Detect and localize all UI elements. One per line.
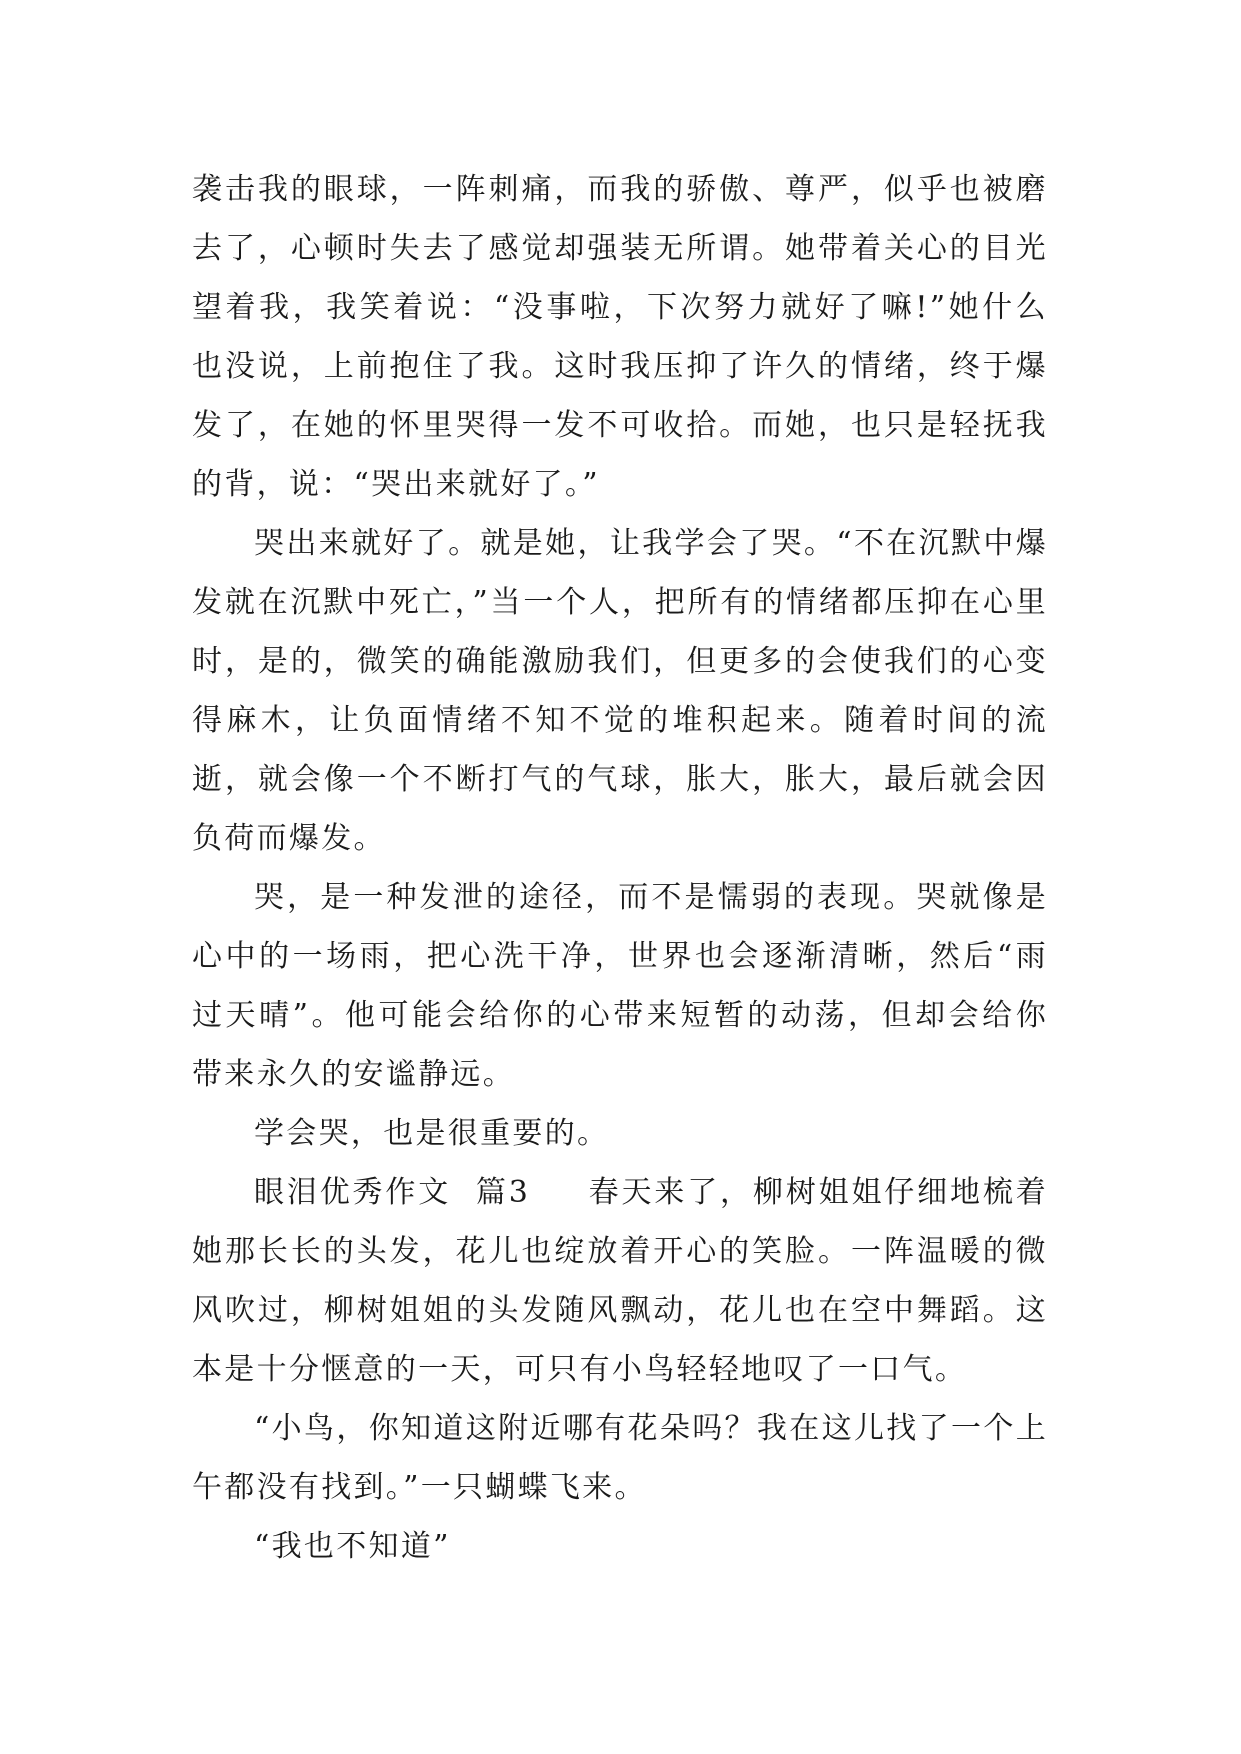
- dialogue-2: “我也不知道”: [254, 1529, 451, 1564]
- paragraph-1: 袭击我的眼球，一阵刺痛，而我的骄傲、尊严，似乎也被磨去了，心顿时失去了感觉却强装无所谓。她带着关心的目光望着我，我笑着说：“没事啦，下次努力就好了嘛!”她什么也没说，上前抱住了我。这时我压抑了许久的情绪，终于爆发了，在她的怀里哭得一发不可收拾。而她，也只是轻抚我的背，说：“哭出来就好了。”: [192, 172, 1048, 502]
- section-heading: 眼泪优秀作文 篇3: [254, 1175, 531, 1210]
- paragraph-3: 哭，是一种发泄的途径，而不是懦弱的表现。哭就像是心中的一场雨，把心洗干净，世界也会逐渐清晰，然后“雨过天晴”。他可能会给你的心带来短暂的动荡，但却会给你带来永久的安谧静远。: [192, 880, 1048, 1092]
- section-paragraph: [192, 1163, 1048, 1399]
- dialogue-1: “小鸟，你知道这附近哪有花朵吗？我在这儿找了一个上午都没有找到。”一只蝴蝶飞来。: [192, 1411, 1048, 1505]
- paragraph-4: 学会哭，也是很重要的。: [254, 1116, 610, 1151]
- paragraph-2: 哭出来就好了。就是她，让我学会了哭。“不在沉默中爆发就在沉默中死亡，”当一个人，把所有的情绪都压抑在心里时，是的，微笑的确能激励我们，但更多的会使我们的心变得麻木，让负面情绪不知不觉的堆积起来。随着时间的流逝，就会像一个不断打气的气球，胀大，胀大，最后就会因负荷而爆发。: [192, 526, 1048, 856]
- section-first-text: 春天来了，柳树姐姐仔细地梳着她那长长的头发，花儿也绽放着开心的笑脸。一阵温暖的微风吹过，柳树姐姐的头发随风飘动，花儿也在空中舞蹈。这本是十分惬意的一天，可只有小鸟轻轻地叹了一口气。: [192, 1175, 1048, 1387]
- essay-body: [192, 160, 1048, 1576]
